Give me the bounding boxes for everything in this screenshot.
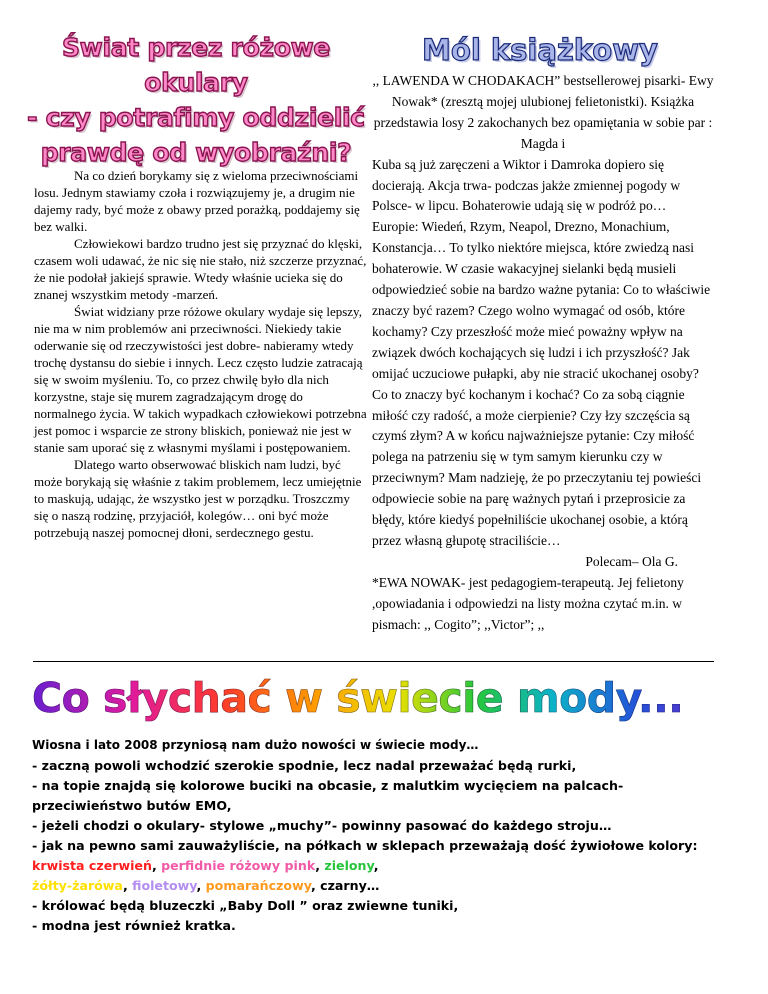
author-footnote: *EWA NOWAK- jest pedagogiem-terapeutą. Jej felietony ,opowiadania i odpowiedzi na listy można czytać m.in. w pismach: ,, Cogito”; ,,Victor”; ,, (372, 574, 684, 632)
fashion-item-6: - modna jest również kratka. (32, 918, 236, 933)
fashion-list (32, 756, 737, 936)
right-article-body (372, 71, 714, 635)
fashion-section-body (32, 737, 737, 936)
color-pink-word: perfidnie różowy pink (161, 858, 316, 873)
fashion-item-3: - jeżeli chodzi o okulary- stylowe „muchy”- powinny pasować do każdego stroju… (32, 818, 612, 833)
left-paragraph-4: Dlatego warto obserwować bliskich nam ludzi, być może borykają się właśnie z takim problemem, lecz umiejętnie to maskują, udając, że wszystko jest w porządku. Troszczmy się o naszą rodzinę, przyjaciół, kolegów… oni być może potrzebują naszej pomocnej dłoni, serdecznego gestu. (34, 457, 362, 540)
color-yellow-word: żółty-żarówa (32, 878, 123, 893)
fashion-item-5: - królować będą bluzeczki „Baby Doll ” oraz zwiewne tuniki, (32, 898, 459, 913)
book-intro: ,, LAWENDA W CHODAKACH” bestsellerowej pisarki- Ewy Nowak* (zresztą mojej ulubionej felietonistki). Książka przedstawia losy 2 zakochanych bez opamiętania w sobie par : Magda i (372, 73, 714, 151)
colors-lead: - jak na pewno sami zauważyliście, na półkach w sklepach przeważają dość żywiołowe kolory: (32, 838, 698, 853)
fashion-intro: Wiosna i lato 2008 przyniosą nam dużo nowości w świecie mody… (32, 738, 479, 752)
section-divider (33, 661, 714, 662)
right-article-title: Mól książkowy (422, 33, 658, 67)
color-violet-word: fioletowy (132, 878, 197, 893)
left-title-line-1: Świat przez różowe okulary (61, 33, 331, 97)
left-article-title (22, 30, 370, 170)
fashion-section-title: Co słychać w świecie mody... (32, 667, 736, 729)
fashion-item-2: - na topie znajdą się kolorowe buciki na obcasie, z malutkim wycięciem na palcach- przeciwieństwo butów EMO, (32, 778, 624, 813)
left-title-line-3: prawdę od wyobraźni? (40, 138, 352, 167)
left-title-line-2: - czy potrafimy oddzielić (27, 103, 365, 132)
fashion-item-1: - zaczną powoli wchodzić szerokie spodnie, lecz nadal przeważać będą rurki, (32, 758, 577, 773)
color-black-word: czarny… (320, 878, 380, 893)
review-signoff: Polecam– Ola G. (585, 553, 678, 569)
left-paragraph-3: Świat widziany prze różowe okulary wydaje się lepszy, nie ma w nim problemów ani przeciwności. Niekiedy takie oderwanie się od rzeczywistości jest dobre- nabieramy wtedy trochę dystansu do siebie i innych. Lecz często ludzie zatracają się w swoim myśleniu. To, co przez chwilę było dla nich korzystne, staje się murem zagradzającym drogę do normalnego życia. W takich wypadkach człowiekowi potrzebna jest pomoc i wsparcie ze strony bliskich, ponieważ nie jest w stanie sam uporać się z własnymi myślami i postępowaniem. (34, 304, 367, 455)
left-paragraph-2: Człowiekowi bardzo trudno jest się przyznać do klęski, czasem woli udawać, że nic się nie stało, niż szczerze przyznać, że nie podołał jakiejś sprawie. Wtedy właśnie ucieka się do znanej wszystkim metody -marzeń. (34, 236, 367, 302)
left-paragraph-1: Na co dzień borykamy się z wieloma przeciwnościami losu. Jednym stawiamy czoła i rozwiązujemy je, a drugim nie dajemy rady, być może z obawy przed porażką, poddajemy się bez walki. (34, 168, 360, 234)
color-orange-word: pomarańczowy (205, 878, 311, 893)
book-review-text: Kuba są już zaręczeni a Wiktor i Damroka dopiero się docierają. Akcja trwa- podczas jakże zmiennej pogody w Polsce- w lipcu. Bohaterowie udają się w podróż po… Europie: Wiedeń, Rzym, Neapol, Drezno, Monachium, Konstancja… To tylko niektóre miejsca, które zwiedzą nasi bohaterowie. W czasie wakacyjnej sielanki będą musieli odpowiedzieć sobie na bardzo ważne pytania: Co to właściwie znaczy być razem? Czego wolno wymagać od osób, które kochamy? Czy przeszłość może mieć poważny wpływ na związek dwóch kochających się ludzi i ich przyszłość? Jak omijać uczuciowe pułapki, aby nie stracić ukochanej osoby? Co to znaczy być kochanym i kochać? Co za sobą ciągnie miłość czy radość, a może cierpienie? Czy łzy szczęścia są czymś złym? A w końcu najważniejsze pytanie: Czy miłość polega na patrzeniu się w tym samym kierunku czy w przeciwnym? Mam nadzieję, że po przeczytaniu tej powieści odpowiecie sobie na parę ważnych pytań i przeprosicie za błędy, które kiedyś popełniliście ukochanej osobie, a którą przez własną głupotę straciliście… (372, 156, 711, 548)
color-red-word: krwista czerwień (32, 858, 152, 873)
left-article-body (34, 167, 367, 541)
fashion-item-colors: - jak na pewno sami zauważyliście, na półkach w sklepach przeważają dość żywiołowe kolory: krwista czerwień, perfidnie różowy pink, zielony, żółty-żarówa, fioletowy, pomarańczowy, czarny… (32, 838, 698, 893)
color-green-word: zielony (324, 858, 374, 873)
